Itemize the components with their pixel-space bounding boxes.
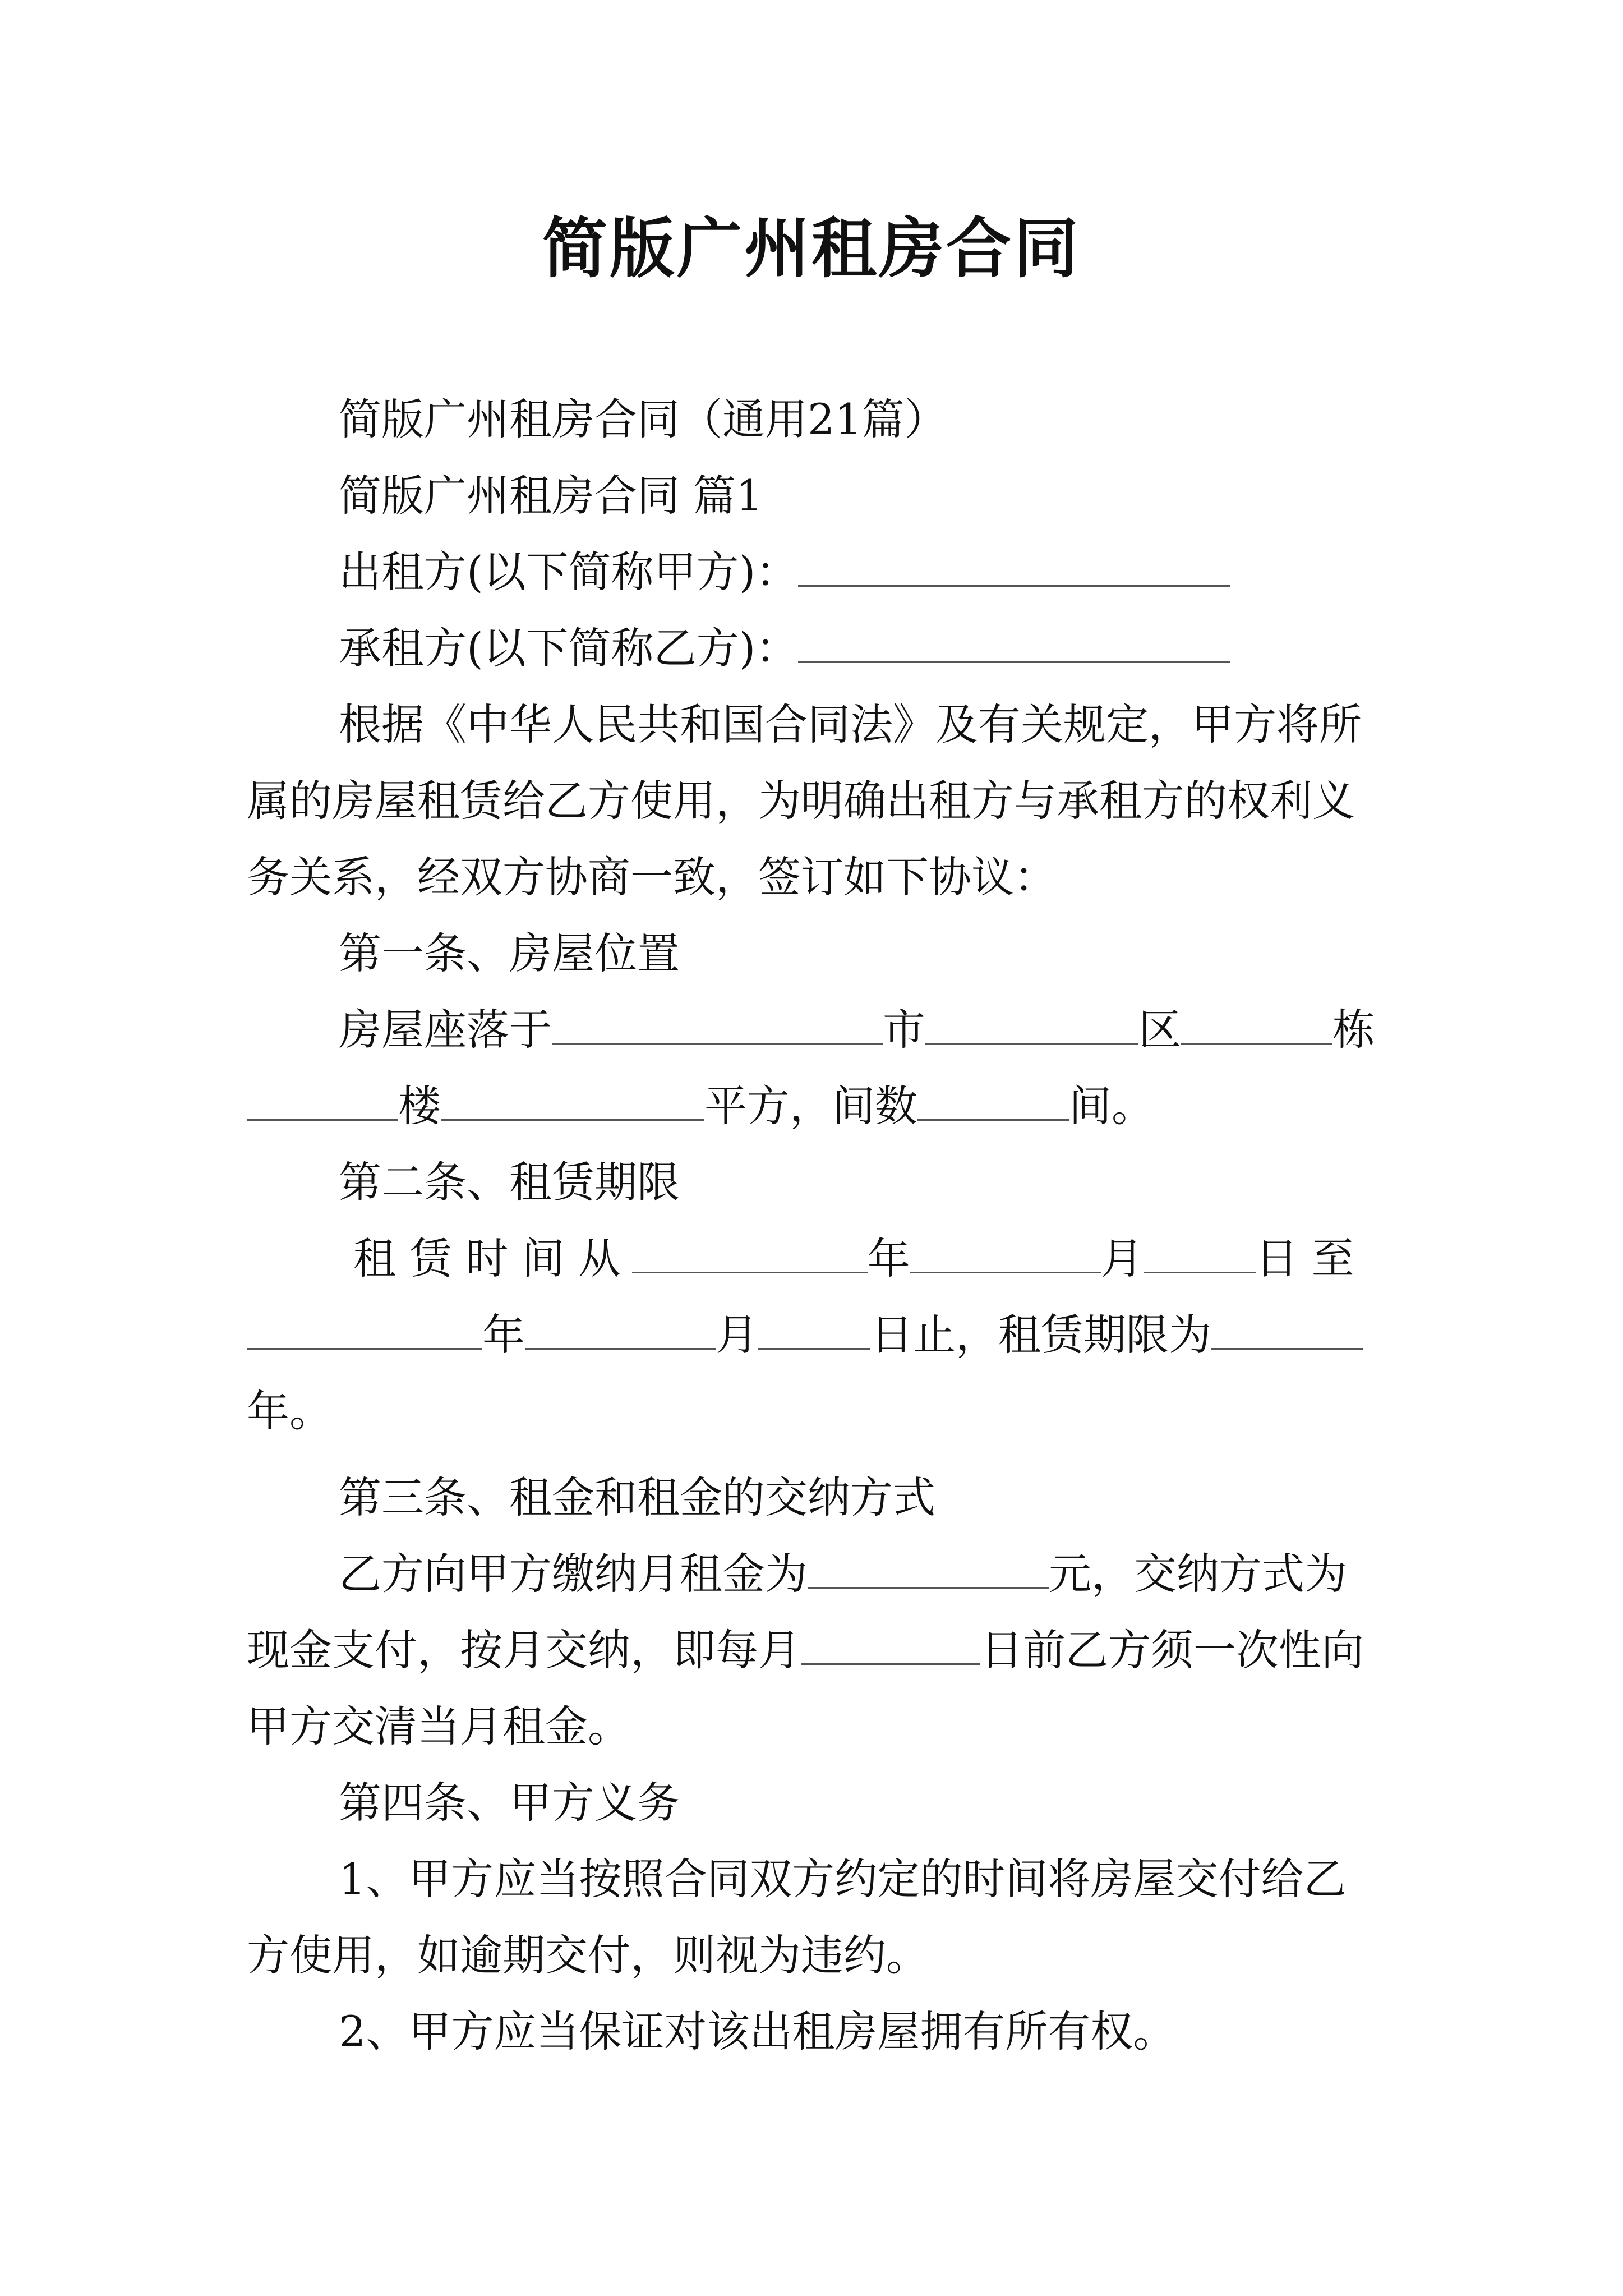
floor-label: 楼 — [398, 1081, 441, 1131]
lessor-line — [247, 534, 1391, 610]
city-label: 市 — [883, 1005, 925, 1055]
lessor-label: 出租方(以下简称甲方)： — [339, 547, 799, 597]
start-year-blank — [632, 1238, 868, 1273]
location-line-1 — [247, 992, 1391, 1068]
payment-day-blank — [801, 1630, 980, 1665]
start-month-label: 月 — [1100, 1234, 1144, 1283]
rent-amount-label: 乙方向甲方缴纳月租金为 — [339, 1549, 808, 1599]
payment-day-label: 现金支付，按月交纳，即每月 — [247, 1625, 801, 1675]
duty-1-line-2: 方使用，如逾期交付，则视为违约。 — [247, 1930, 929, 1980]
term-length-blank — [1211, 1314, 1363, 1350]
area-label: 平方，间数 — [704, 1081, 917, 1131]
end-year-blank — [247, 1314, 482, 1350]
end-month-label: 月 — [716, 1310, 758, 1360]
rent-line-2 — [247, 1612, 1391, 1688]
document-title: 简版广州租房合同 — [542, 210, 1081, 287]
end-year-label: 年 — [482, 1310, 525, 1360]
city-blank — [925, 1009, 1138, 1045]
building-blank — [247, 1085, 398, 1121]
start-month-blank — [910, 1238, 1101, 1273]
lessee-blank — [798, 628, 1230, 663]
duty-1-line-1: 1、甲方应当按照合同双方约定的时间将房屋交付给乙 — [339, 1854, 1347, 1904]
duty-2-line-1: 2、甲方应当保证对该出租房屋拥有所有权。 — [339, 2007, 1176, 2056]
paragraph-part-heading: 简版广州租房合同 篇1 — [339, 471, 763, 521]
start-day-blank — [1144, 1238, 1256, 1273]
location-line-2 — [247, 1068, 1391, 1144]
floor-blank — [441, 1085, 704, 1121]
intro-line-1: 根据《中华人民共和国合同法》及有关规定，甲方将所 — [339, 700, 1362, 749]
intro-line-2: 属的房屋租赁给乙方使用，为明确出租方与承租方的权利义 — [247, 776, 1355, 826]
lessee-label: 承租方(以下简称乙方)： — [339, 623, 799, 673]
location-blank — [552, 1009, 883, 1045]
article-1-heading: 第一条、房屋位置 — [339, 928, 680, 978]
rent-line-1 — [247, 1536, 1391, 1612]
payment-rule-label: 日前乙方须一次性向 — [980, 1625, 1364, 1675]
rent-amount-blank — [808, 1553, 1049, 1589]
article-3-heading: 第三条、租金和租金的交纳方式 — [339, 1473, 935, 1522]
payment-method-label: 元，交纳方式为 — [1049, 1549, 1347, 1599]
paragraph-subtitle: 简版广州租房合同（通用21篇） — [339, 394, 947, 444]
district-label: 区 — [1138, 1005, 1181, 1055]
term-line-1 — [247, 1221, 1391, 1297]
end-day-blank — [758, 1314, 870, 1350]
rent-line-3: 甲方交清当月租金。 — [247, 1701, 630, 1751]
district-blank — [1181, 1009, 1332, 1045]
term-line-2 — [247, 1297, 1391, 1373]
term-length-label: 日止，租赁期限为 — [870, 1310, 1211, 1360]
term-from-label: 租 赁 时 间 从 — [353, 1234, 621, 1283]
rooms-blank — [917, 1085, 1069, 1121]
location-label: 房屋座落于 — [339, 1005, 552, 1055]
rooms-label: 间。 — [1069, 1081, 1154, 1131]
start-day-label: 日 至 — [1255, 1234, 1354, 1283]
lessee-line — [247, 610, 1391, 687]
start-year-label: 年 — [867, 1234, 910, 1283]
term-line-3: 年。 — [247, 1386, 332, 1436]
article-2-heading: 第二条、租赁期限 — [339, 1157, 680, 1207]
article-4-heading: 第四条、甲方义务 — [339, 1778, 680, 1828]
lessor-blank — [798, 551, 1230, 587]
intro-line-3: 务关系，经双方协商一致，签订如下协议： — [247, 852, 1057, 902]
building-label: 栋 — [1332, 1005, 1375, 1055]
document-body — [247, 381, 1391, 2070]
end-month-blank — [525, 1314, 716, 1350]
